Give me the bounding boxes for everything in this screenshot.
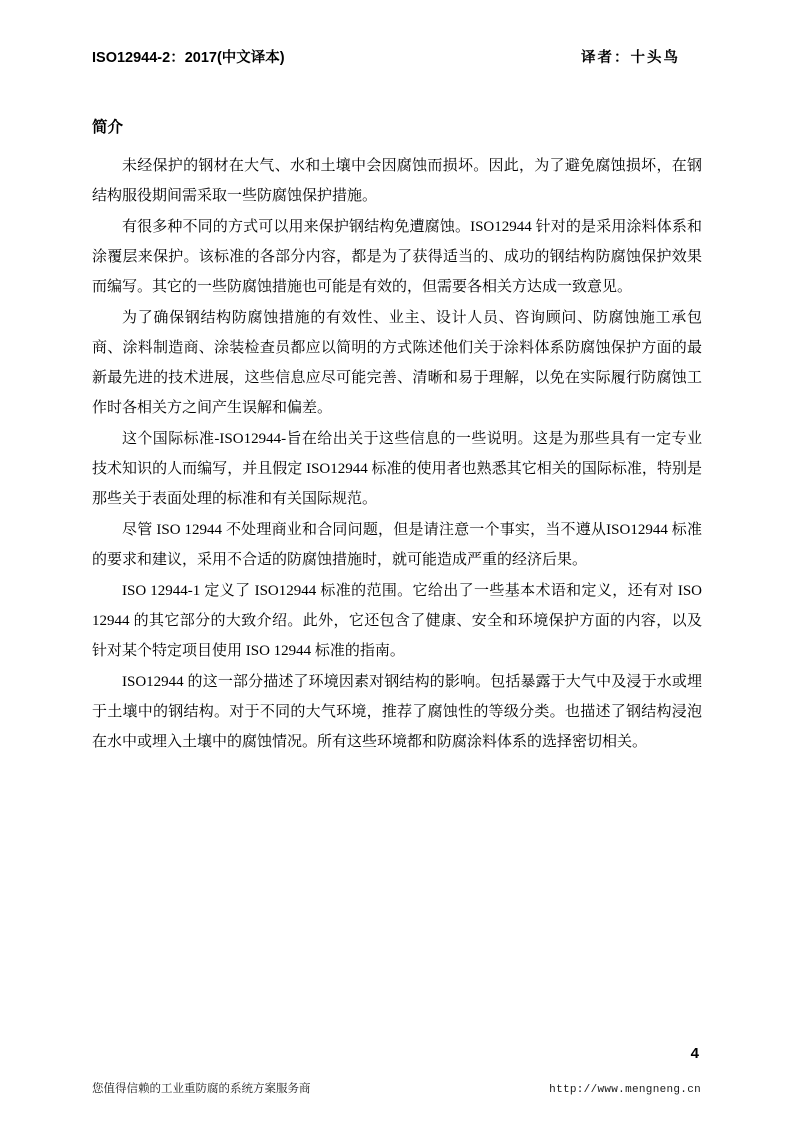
page-number: 4	[690, 1045, 699, 1062]
paragraph: 这个国际标准-ISO12944-旨在给出关于这些信息的一些说明。这是为那些具有一定专业技术知识的人而编写，并且假定 ISO12944 标准的使用者也熟悉其它相关的国际标准，特别是那些关于表面处理的标准和有关国际规范。	[92, 431, 702, 507]
paragraph: ISO 12944-1 定义了 ISO12944 标准的范围。它给出了一些基本术语和定义，还有对 ISO 12944 的其它部分的大致介绍。此外，它还包含了健康、安全和环境保护方面的内容，以及针对某个特定项目使用 ISO 12944 标准的指南。	[92, 583, 702, 659]
page-header	[92, 46, 702, 67]
paragraph: ISO12944 的这一部分描述了环境因素对钢结构的影响。包括暴露于大气中及浸于水或埋于土壤中的钢结构。对于不同的大气环境，推荐了腐蚀性的等级分类。也描述了钢结构浸泡在水中或埋入土壤中的腐蚀情况。所有这些环境都和防腐涂料体系的选择密切相关。	[92, 674, 702, 750]
section-heading-introduction: 简介	[92, 119, 124, 136]
paragraph: 未经保护的钢材在大气、水和土壤中会因腐蚀而损坏。因此，为了避免腐蚀损坏，在钢结构服役期间需采取一些防腐蚀保护措施。	[92, 158, 702, 204]
page-content	[92, 46, 702, 758]
footer-row	[92, 1080, 701, 1096]
footer-website-url: http://www.mengneng.cn	[549, 1084, 701, 1096]
paragraph: 有很多种不同的方式可以用来保护钢结构免遭腐蚀。ISO12944 针对的是采用涂料体系和涂覆层来保护。该标准的各部分内容，都是为了获得适当的、成功的钢结构防腐蚀保护效果而编写。其它的一些防腐蚀措施也可能是有效的，但需要各相关方达成一致意见。	[92, 219, 702, 295]
header-translator: 译者：十头鸟	[581, 50, 680, 66]
footer-tagline: 您值得信赖的工业重防腐的系统方案服务商	[92, 1083, 311, 1095]
page-footer	[92, 1045, 701, 1096]
paragraph: 为了确保钢结构防腐蚀措施的有效性、业主、设计人员、咨询顾问、防腐蚀施工承包商、涂料制造商、涂装检查员都应以简明的方式陈述他们关于涂料体系防腐蚀保护方面的最新最先进的技术进展，这些信息应尽可能完善、清晰和易于理解，以免在实际履行防腐蚀工作时各相关方之间产生误解和偏差。	[92, 310, 702, 416]
introduction-body	[92, 151, 702, 757]
header-standard-title: ISO12944-2：2017(中文译本)	[92, 50, 285, 66]
paragraph: 尽管 ISO 12944 不处理商业和合同问题，但是请注意一个事实，当不遵从ISO12944 标准的要求和建议，采用不合适的防腐蚀措施时，就可能造成严重的经济后果。	[92, 522, 702, 568]
